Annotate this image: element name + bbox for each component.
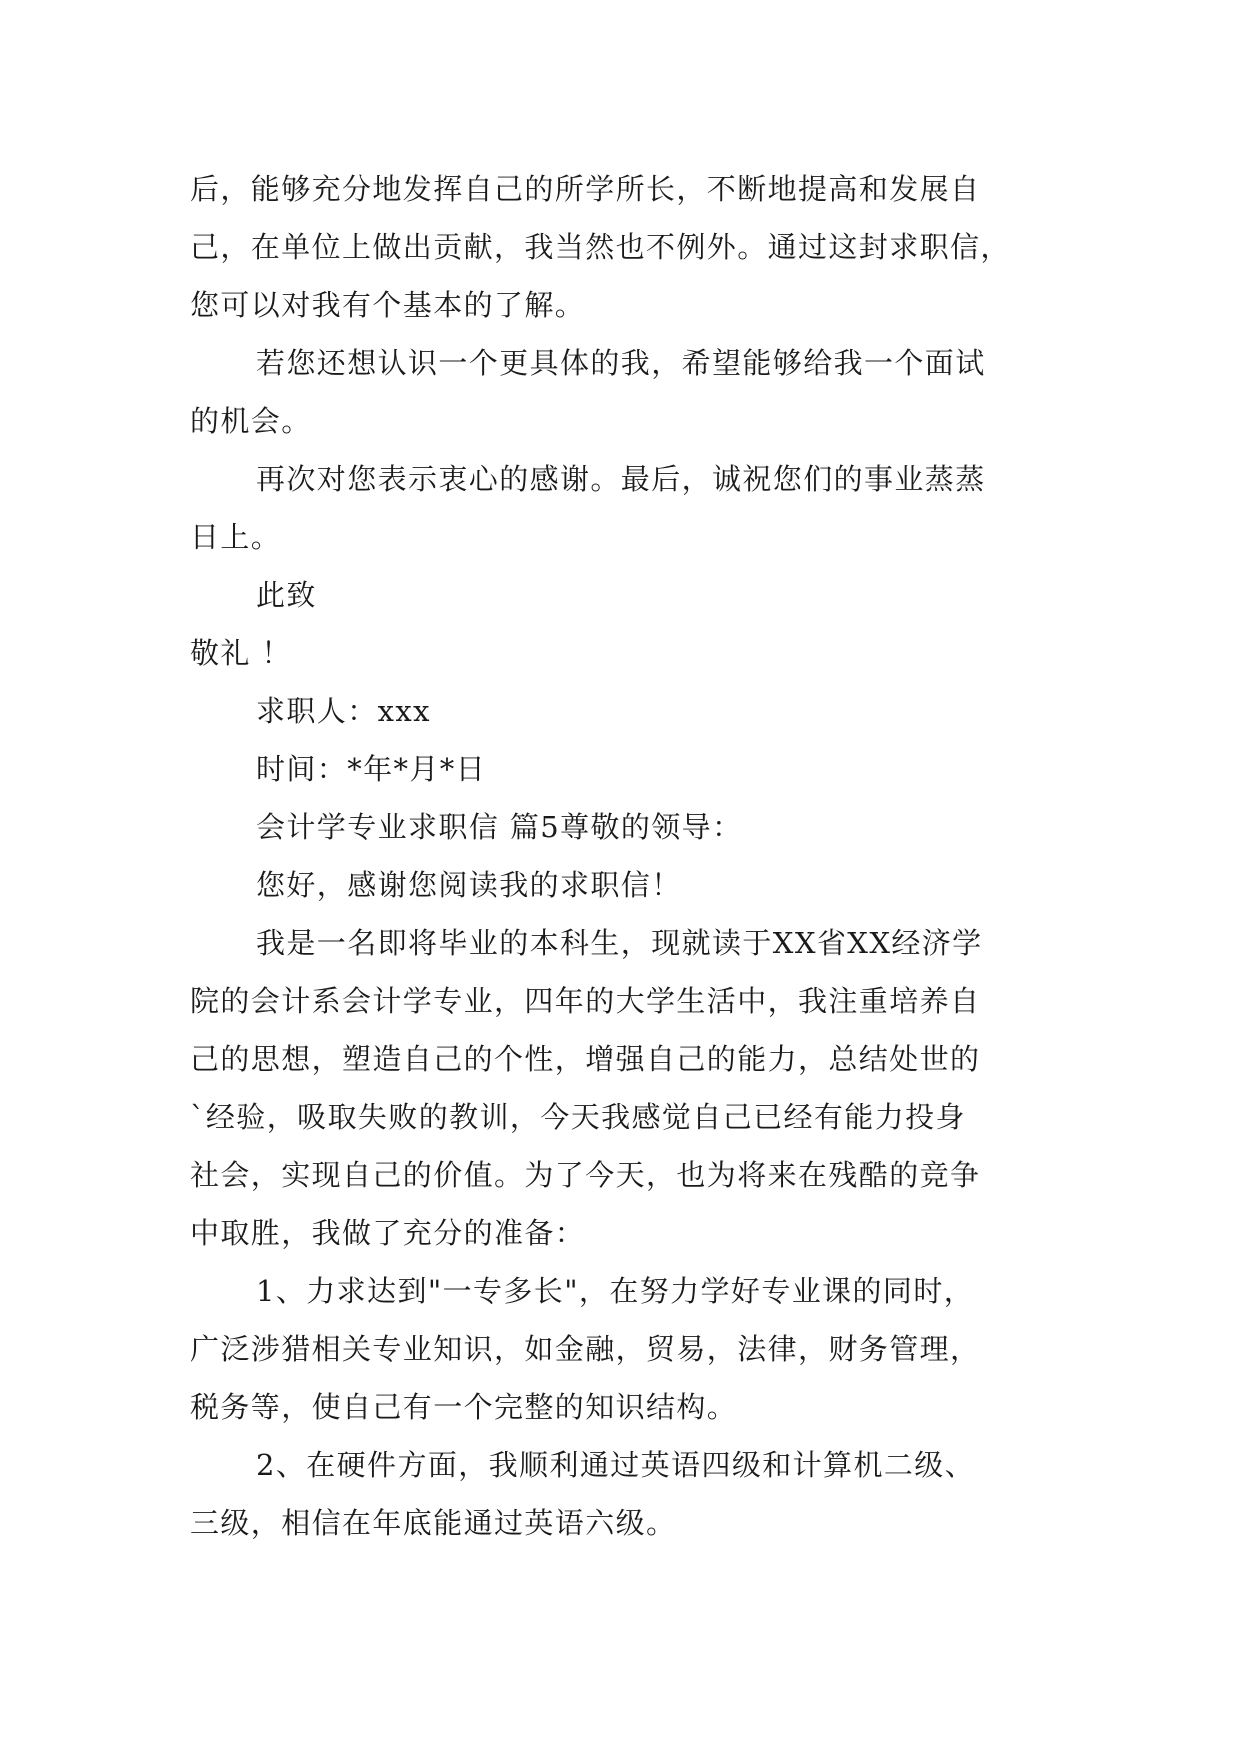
closing-salutation: 此致 (256, 578, 317, 612)
text-line: 己，在单位上做出贡献，我当然也不例外。通过这封求职信， (190, 230, 1011, 264)
text-line: 后，能够充分地发挥自己的所学所长，不断地提高和发展自 (190, 172, 981, 206)
text-line: 再次对您表示衷心的感谢。最后，诚祝您们的事业蒸蒸 (256, 462, 986, 496)
text-line: 我是一名即将毕业的本科生，现就读于XX省XX经济学 (256, 926, 983, 960)
text-line: 您可以对我有个基本的了解。 (190, 288, 586, 322)
document-body (190, 160, 1050, 1552)
text-line: 税务等，使自己有一个完整的知识结构。 (190, 1390, 738, 1424)
closing-regards: 敬礼 ！ (190, 636, 292, 670)
list-item-2: 2、在硬件方面，我顺利通过英语四级和计算机二级、 (256, 1448, 976, 1482)
text-line: 日上。 (190, 520, 282, 554)
text-line: `经验，吸取失败的教训，今天我感觉自己已经有能力投身 (190, 1100, 966, 1134)
text-line: 社会，实现自己的价值。为了今天，也为将来在残酷的竞争 (190, 1158, 981, 1192)
letter-date: 时间：*年*月*日 (256, 752, 487, 786)
text-line: 己的思想，塑造自己的个性，增强自己的能力，总结处世的 (190, 1042, 981, 1076)
greeting: 您好，感谢您阅读我的求职信！ (256, 868, 682, 902)
text-line: 中取胜，我做了充分的准备： (190, 1216, 586, 1250)
text-line: 的机会。 (190, 404, 312, 438)
text-line: 广泛涉猎相关专业知识，如金融，贸易，法律，财务管理， (190, 1332, 981, 1366)
text-line: 院的会计系会计学专业，四年的大学生活中，我注重培养自 (190, 984, 981, 1018)
list-item-1: 1、力求达到"一专多长"，在努力学好专业课的同时， (256, 1274, 975, 1308)
text-line: 三级，相信在年底能通过英语六级。 (190, 1506, 677, 1540)
section-heading: 会计学专业求职信 篇5尊敬的领导： (256, 810, 743, 844)
applicant-name: 求职人：xxx (256, 694, 431, 728)
text-line: 若您还想认识一个更具体的我，希望能够给我一个面试 (256, 346, 986, 380)
